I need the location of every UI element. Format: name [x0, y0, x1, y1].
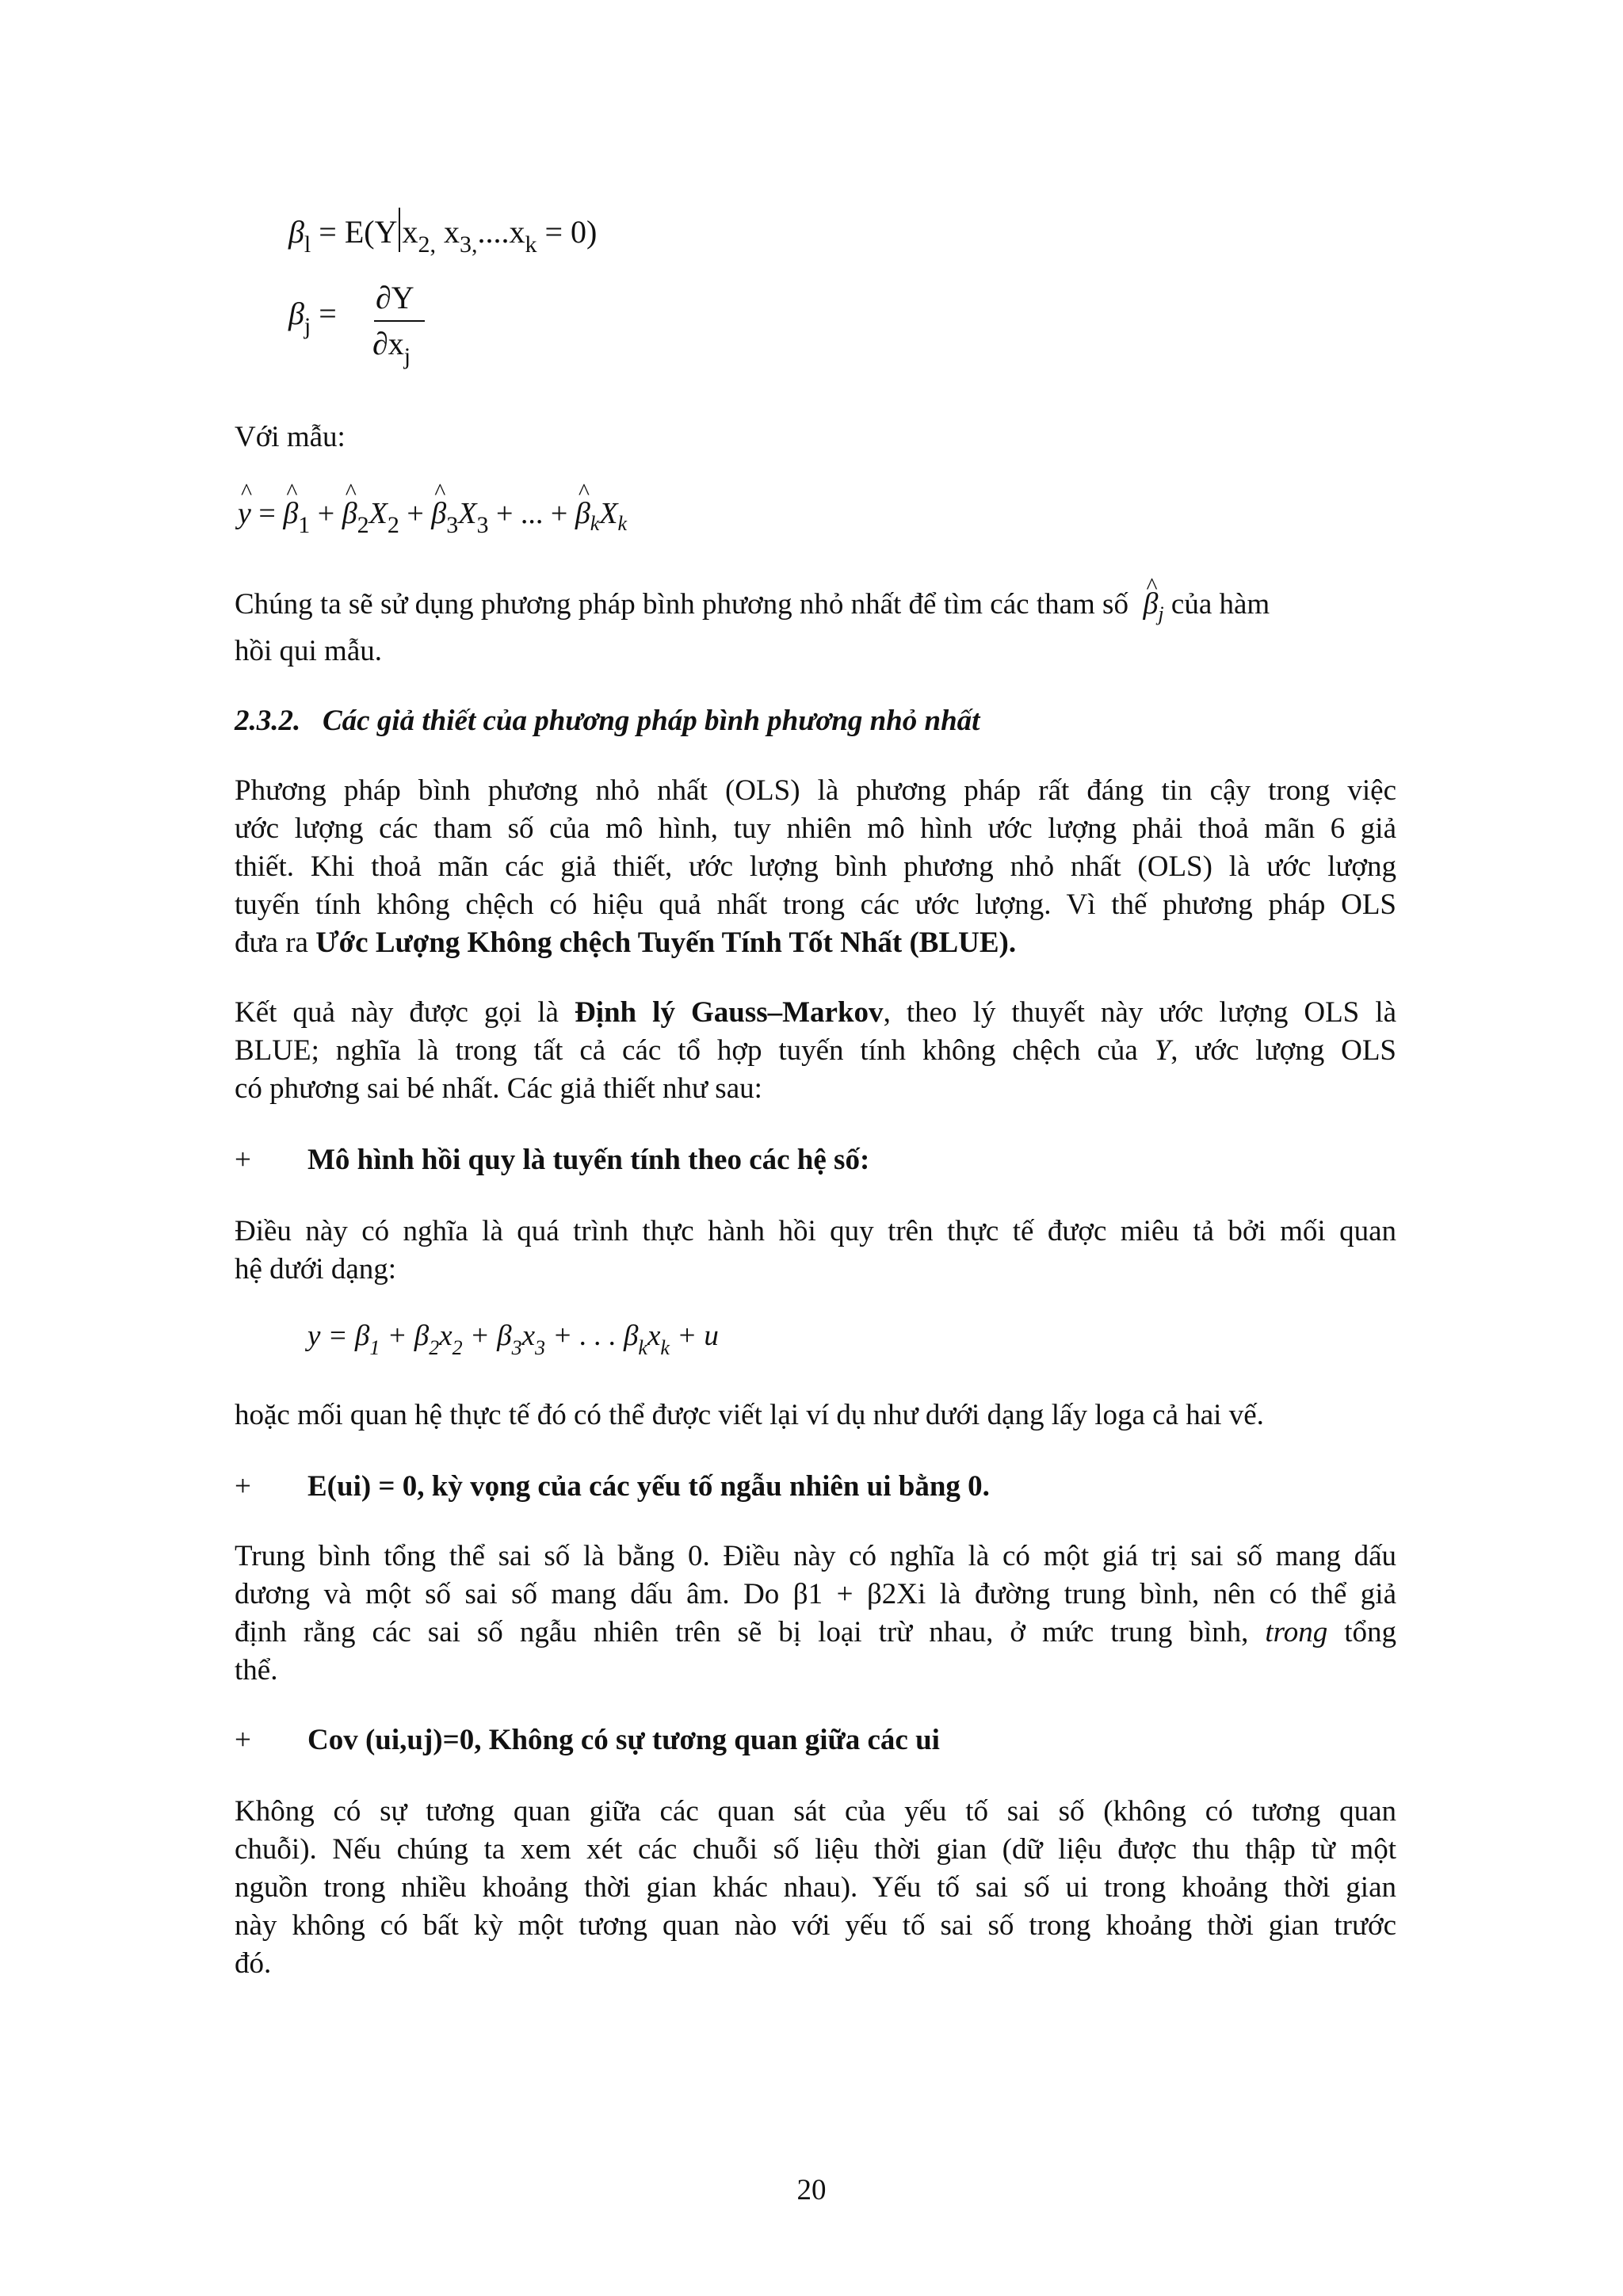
p3-line1: Điều này có nghĩa là quá trình thực hành hồi quy trên thực tế được miêu tả bởi mối quan: [235, 1215, 1396, 1247]
equation-linear-model: $y = \beta_1 + \beta_2x_2 + \beta_3x_3$ + . . . $\beta_kx_k + u$: [307, 1320, 719, 1359]
equation-betaj: $\beta_j$ =: [288, 296, 337, 339]
p1-line2: ước lượng các tham số của mô hình, tuy nhiên mô hình ước lượng phải thoả mãn 6 giả: [235, 812, 1396, 845]
gauss-markov-term: Định lý Gauss–Markov: [574, 996, 884, 1029]
p6-line5: đó.: [235, 1947, 272, 1980]
bullet-covariance: Cov (ui,uj)=0, Không có sự tương quan giữa các ui: [307, 1724, 940, 1756]
p6-line4: này không có bất kỳ một tương quan nào với yếu tố sai số trong khoảng thời gian trước: [235, 1909, 1396, 1942]
equation-beta1: $\beta_l = E(Y$ $x_{2,}$ $x_{3,}....x_k = 0$): [288, 208, 597, 258]
p6-line2: chuỗi). Nếu chúng ta xem xét các chuỗi số liệu thời gian (dữ liệu được thu thập từ một: [235, 1833, 1396, 1866]
bullet-expected-value: E(ui) = 0, kỳ vọng của các yếu tố ngẫu nhiên ui bằng 0.: [307, 1470, 990, 1503]
section-heading: 2.3.2. Các giả thiết của phương pháp bình phương nhỏ nhất: [235, 705, 980, 737]
bullet-symbol: +: [235, 1724, 251, 1756]
p5-line1: Trung bình tổng thể sai số là bằng 0. Điều này có nghĩa là có một giá trị sai số mang dấu: [235, 1540, 1396, 1572]
paragraph-ols-line2: hồi qui mẫu.: [235, 635, 383, 667]
equation-betaj-numerator: ∂Y: [376, 280, 414, 315]
bullet-symbol: +: [235, 1470, 251, 1503]
bullet-symbol: +: [235, 1144, 251, 1176]
equation-betaj-denominator: $\partial x_j$: [372, 326, 411, 369]
label-voi-mau: Với mẫu:: [235, 421, 346, 453]
p6-line3: nguồn trong nhiều khoảng thời gian khác nhau). Yếu tố sai số ui trong khoảng thời gian: [235, 1871, 1396, 1904]
p4-line1: hoặc mối quan hệ thực tế đó có thể được viết lại ví dụ như dưới dạng lấy loga cả hai vế.: [235, 1399, 1264, 1431]
p3-line2: hệ dưới dạng:: [235, 1253, 397, 1286]
p2-line1: Kết quả này được gọi là Định lý Gauss–Markov, theo lý thuyết này ước lượng OLS là: [235, 996, 1396, 1029]
blue-term: Ước Lượng Không chệch Tuyến Tính Tốt Nhất (BLUE).: [315, 926, 1017, 959]
paragraph-ols-line1: Chúng ta sẽ sử dụng phương pháp bình phương nhỏ nhất để tìm các tham số ^ $\beta_j$ của hàm: [235, 585, 1396, 633]
p1-line3: thiết. Khi thoả mãn các giả thiết, ước lượng bình phương nhỏ nhất (OLS) là ước lượng: [235, 850, 1396, 883]
p5-line3: định rằng các sai số ngẫu nhiên trên sẽ bị loại trừ nhau, ở mức trung bình, trong tổng: [235, 1616, 1397, 1648]
bullet-linear-model: Mô hình hồi quy là tuyến tính theo các hệ số:: [307, 1144, 870, 1176]
page-number: 20: [796, 2174, 827, 2206]
equation-sample-model: ^ y = ^ $\beta_1$ + ^ $\beta_2X_2$ + ^ $\beta_3X_3$ + ... + ^ $\beta_kX_k$: [238, 496, 627, 539]
p5-line2: dương và một số sai số mang dấu âm. Do β1 + β2Xi là đường trung bình, nên có thể giả: [235, 1578, 1396, 1610]
p6-line1: Không có sự tương quan giữa các quan sát của yếu tố sai số (không có tương quan: [235, 1795, 1396, 1828]
fraction-bar: [374, 320, 425, 322]
p1-line4: tuyến tính không chệch có hiệu quả nhất trong các ước lượng. Vì thế phương pháp OLS: [235, 888, 1396, 921]
p2-line3: có phương sai bé nhất. Các giả thiết như sau:: [235, 1072, 762, 1105]
p1-line1: Phương pháp bình phương nhỏ nhất (OLS) là phương pháp rất đáng tin cậy trong việc: [235, 774, 1396, 807]
p1-line5: đưa ra Ước Lượng Không chệch Tuyến Tính Tốt Nhất (BLUE).: [235, 926, 1017, 959]
beta-hat-j: ^ β: [1143, 585, 1158, 623]
p5-line4: thể.: [235, 1654, 278, 1687]
p2-line2: BLUE; nghĩa là trong tất cả các tổ hợp tuyến tính không chệch của Y, ước lượng OLS: [235, 1034, 1396, 1067]
